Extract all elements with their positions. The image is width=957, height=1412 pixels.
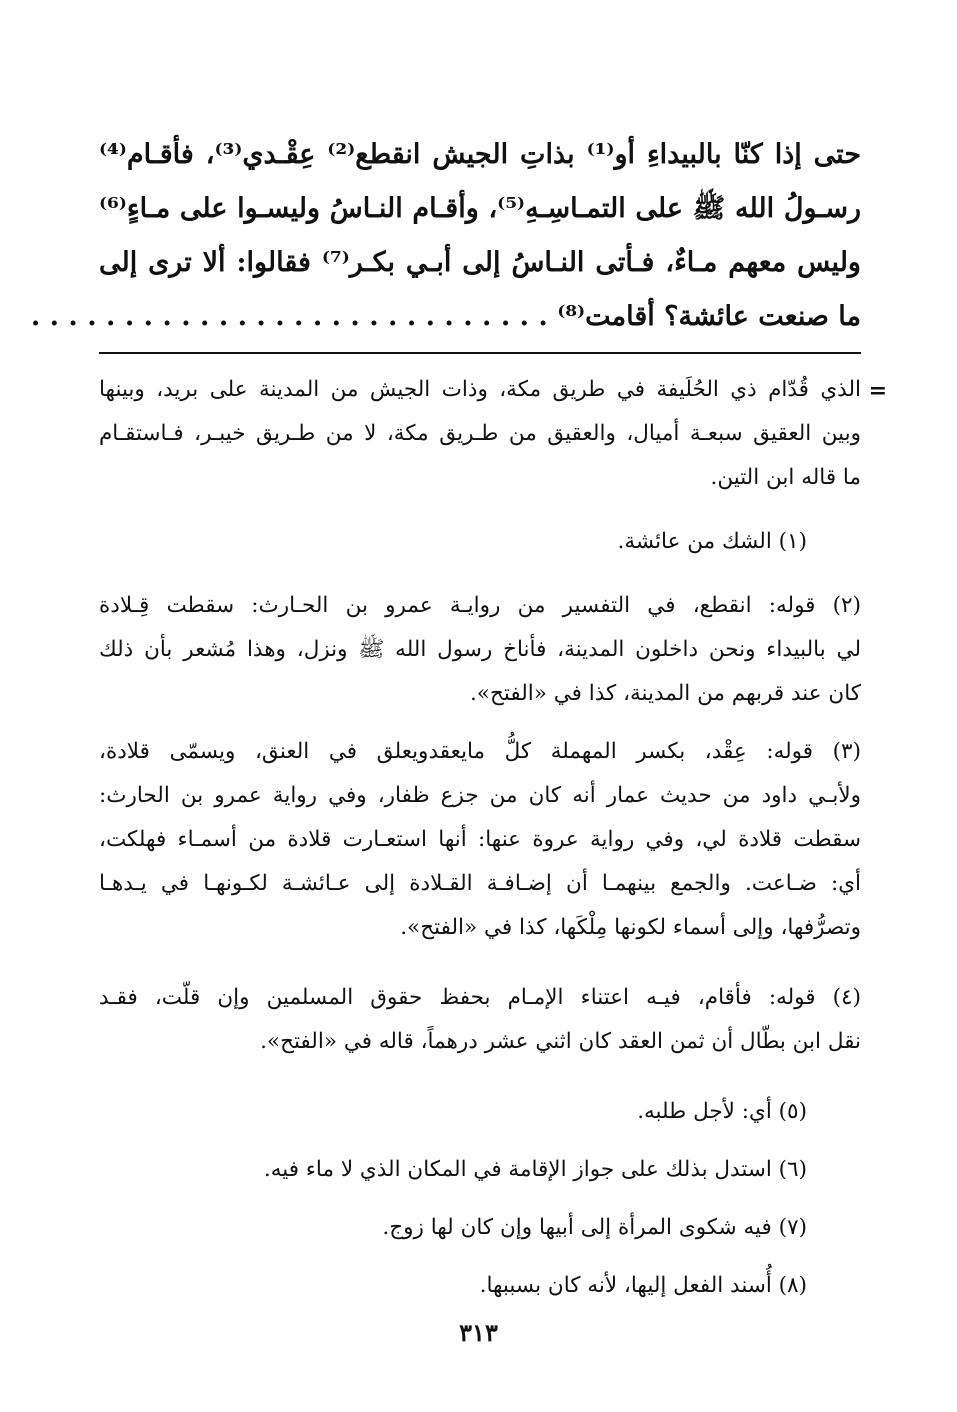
footnote-6	[99, 1148, 861, 1192]
footnote-line: (٧) فيه شكوى المرأة إلى أبيها وإن كان لها زوج.	[382, 1215, 807, 1240]
footnote-line: نقل ابن بطّال أن ثمن العقد كان اثني عشر درهماً، قاله في «الفتح».	[260, 1029, 861, 1054]
main-text-line: وليس معهم مـاءٌ، فـأتى النـاسُ إلى أبـي بكـر⁽⁷⁾ فقالوا: ألا ترى إلى	[99, 247, 861, 278]
footnote-5	[99, 1090, 861, 1134]
footnote-continuation	[99, 368, 861, 500]
footnote-line: (٣) قوله: عِقْد، بكسر المهملة كلُّ مايعقدويعلق في العنق، ويسمّى قلادة،	[99, 739, 861, 764]
footnotes-block	[99, 368, 861, 1308]
footnote-line: وبين العقيق سبعـة أميال، والعقيق من طـريق مكة، لا من طـريق خيبـر، فـاستقـام	[99, 421, 861, 446]
footnote-line: (٨) أُسند الفعل إليها، لأنه كان بسببها.	[479, 1273, 807, 1298]
footnote-line: لي بالبيداء ونحن داخلون المدينة، فأناخ رسول الله ﷺ ونزل، وهذا مُشعر بأن ذلك	[99, 637, 861, 662]
footnote-line: (١) الشك من عائشة.	[617, 529, 807, 554]
footnote-line: (٤) قوله: فأقام، فيـه اعتناء الإمـام بحفظ حقوق المسلمين وإن قلّت، فقـد	[99, 985, 861, 1010]
footnote-continuation-mark: =	[868, 378, 887, 404]
footnote-line: ما قاله ابن التين.	[710, 465, 861, 490]
footnote-line: الذي قُدّام ذي الحُلَيفة في طريق مكة، وذات الجيش من المدينة على بريد، وبينها	[99, 377, 861, 402]
footnote-2	[99, 584, 861, 716]
footnote-1	[99, 520, 861, 564]
footnote-4	[99, 976, 861, 1064]
footnote-line: (٢) قوله: انقطع، في التفسير من روايـة عمرو بن الحـارث: سقطت قِـلادة	[99, 593, 861, 618]
footnote-line: (٥) أي: لأجل طلبه.	[637, 1099, 807, 1124]
page-number: ٣١٣	[459, 1318, 498, 1347]
footnote-line: ولأبـي داود من حديث عمار أنه كان من جزع ظفار، وفي رواية عمرو بن الحارث:	[99, 783, 861, 808]
footnote-line: (٦) استدل بذلك على جواز الإقامة في المكان الذي لا ماء فيه.	[263, 1157, 807, 1182]
footnote-line: وتصرُّفها، وإلى أسماء لكونها مِلْكَها، كذا في «الفتح».	[400, 915, 861, 940]
footnote-line: كان عند قربهم من المدينة، كذا في «الفتح».	[469, 681, 861, 706]
main-text-line: رسـولُ الله ﷺ على التمـاسِـهِ⁽⁵⁾، وأقـام النـاسُ وليسـوا على مـاءٍ⁽⁶⁾	[99, 193, 861, 224]
footnote-line: أي: ضـاعت. والجمع بينهمـا أن إضـافـة القـلادة إلى عـائشـة لكـونهـا في يـدهـا	[99, 871, 861, 896]
main-text-line: حتى إذا كنّا بالبيداءِ أو⁽¹⁾ بذاتِ الجيش انقطع⁽²⁾ عِقْـدي⁽³⁾، فأقـام⁽⁴⁾	[99, 139, 862, 170]
main-text-block	[30, 128, 862, 344]
footnote-separator-rule	[99, 352, 861, 354]
footnote-8	[99, 1264, 861, 1308]
footnote-3	[99, 730, 861, 950]
footnote-line: سقطت قلادة لي، وفي رواية عروة عنها: أنها استعـارت قلادة من أسمـاء فهلكت،	[99, 827, 861, 852]
main-text-line: ما صنعت عائشة؟ أقامت⁽⁸⁾ . . . . . . . . . . . . . . . . . . . . . . . . . . . .	[30, 301, 861, 332]
footnote-7	[99, 1206, 861, 1250]
